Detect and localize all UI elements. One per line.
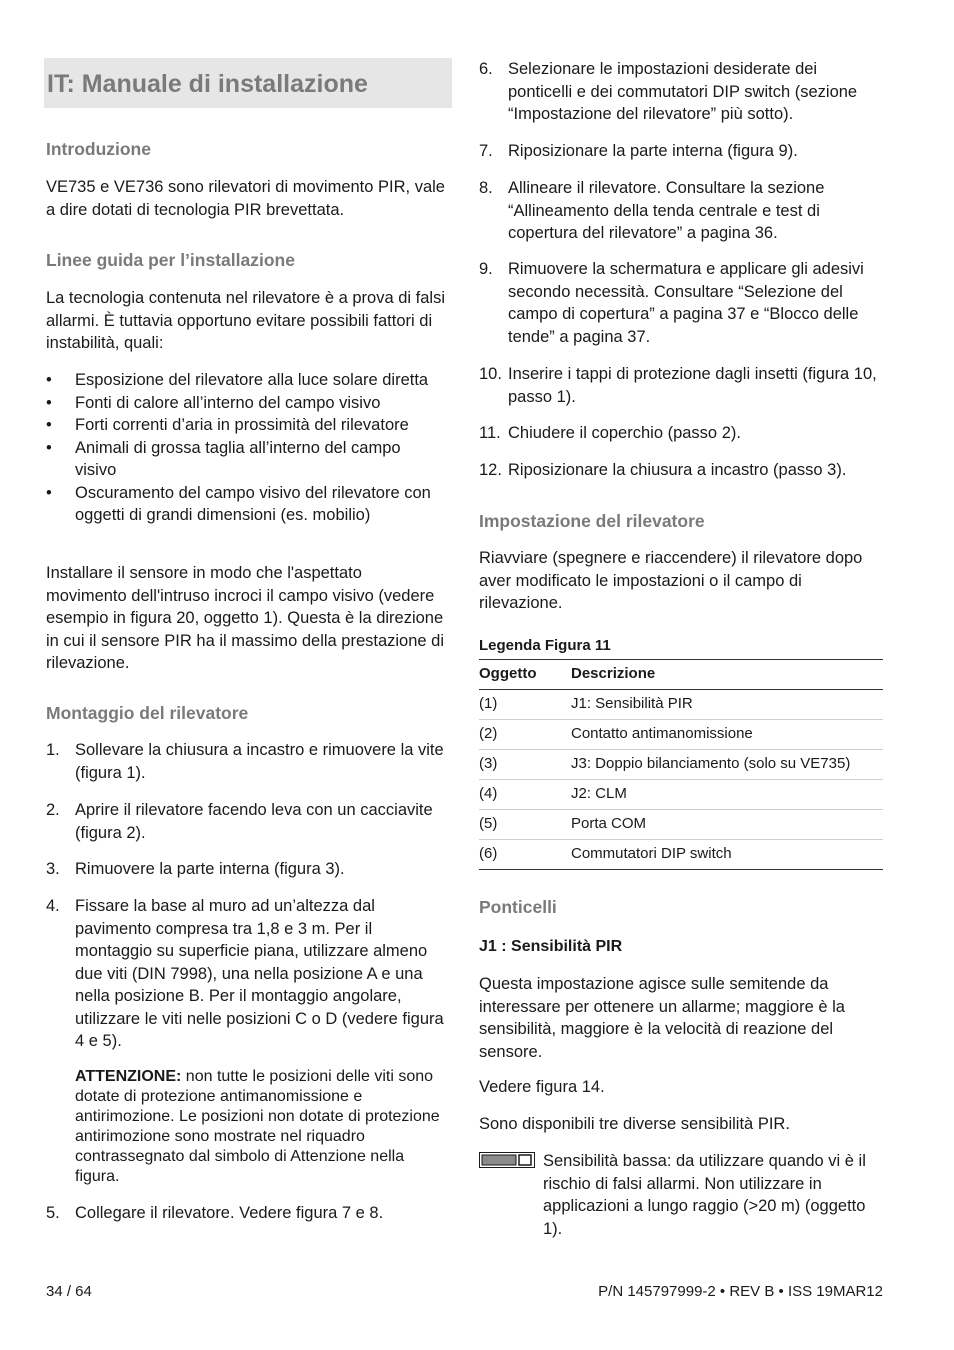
page-title: IT: Manuale di installazione — [47, 70, 368, 98]
warning-note: ATTENZIONE: non tutte le posizioni delle viti sono dotate di protezione antimanomissione e antirimozione. Le posizioni non dotate di protezione antirimozione sono mostrate nel riquadro contrassegnato dal simbolo di Attenzione nella figura. — [75, 1068, 440, 1185]
warning-label: ATTENZIONE: — [75, 1068, 182, 1085]
three-sensitivities-text: Sono disponibili tre diverse sensibilità PIR. — [479, 1115, 790, 1133]
step-12: 12. Riposizionare la chiusura a incastro (passo 3). — [479, 461, 847, 479]
table-row: (2) Contatto antimanomissione — [479, 720, 883, 750]
jumpers-heading: Ponticelli — [479, 897, 557, 917]
title-banner — [44, 58, 452, 108]
legend-title: Legenda Figura 11 — [479, 637, 611, 654]
intro-text: VE735 e VE736 sono rilevatori di movimento PIR, vale a dire dotati di tecnologia PIR brevettata. — [46, 178, 445, 219]
setup-heading: Impostazione del rilevatore — [479, 511, 705, 531]
table-row: (3) J3: Doppio bilanciamento (solo su VE735) — [479, 750, 883, 780]
table-row: (1) J1: Sensibilità PIR — [479, 690, 883, 720]
guidelines-text: La tecnologia contenuta nel rilevatore è a prova di falsi allarmi. È tuttavia opportuno evitare possibili fattori di instabilità, quali: — [46, 289, 446, 352]
step-10: 10. Inserire i tappi di protezione dagli insetti (figura 10, passo 1). — [479, 365, 877, 406]
intro-heading: Introduzione — [46, 139, 151, 159]
bullet-icon: • — [46, 371, 52, 389]
step-9: 9. Rimuovere la schermatura e applicare gli adesivi secondo necessità. Consultare “Selezione del campo di copertura” a pagina 37 e “Blocco delle tende” a pagina 37. — [479, 260, 864, 346]
list-item: • Oscuramento del campo visivo del rilevatore con oggetti di grandi dimensioni (es. mobilio) — [46, 483, 431, 524]
table-row: (5) Porta COM — [479, 810, 883, 840]
step-3: 3. Rimuovere la parte interna (figura 3). — [46, 860, 345, 878]
bullet-icon: • — [46, 483, 52, 502]
bullet-icon: • — [46, 416, 52, 434]
table-row: (6) Commutatori DIP switch — [479, 840, 883, 870]
instability-list — [46, 369, 446, 527]
bullet-icon: • — [46, 438, 52, 457]
step-6: 6. Selezionare le impostazioni desiderate dei ponticelli e dei commutatori DIP switch (sezione “Impostazione del rilevatore” più sotto). — [479, 60, 858, 123]
jumper-switch-icon — [479, 1152, 535, 1168]
low-sensitivity-text: Sensibilità bassa: da utilizzare quando vi è il rischio di falsi allarmi. Non utilizzare in applicazioni a lungo raggio (>20 m) (oggetto 1). — [543, 1152, 866, 1238]
step-5: 5. Collegare il rilevatore. Vedere figura 7 e 8. — [46, 1204, 384, 1222]
step-11: 11. Chiudere il coperchio (passo 2). — [479, 424, 741, 442]
install-text: Installare il sensore in modo che l'aspettato movimento dell'intruso incroci il campo visivo (vedere esempio in figura 20, oggetto 1). Questa è la direzione in cui il sensore PIR ha il massimo della prestazione di rilevazione. — [46, 564, 445, 672]
guidelines-heading: Linee guida per l’installazione — [46, 250, 295, 270]
step-1: 1. Sollevare la chiusura a incastro e rimuovere la vite (figura 1). — [46, 741, 444, 782]
step-2: 2. Aprire il rilevatore facendo leva con un cacciavite (figura 2). — [46, 801, 433, 842]
j1-heading: J1 : Sensibilità PIR — [479, 938, 623, 955]
list-item: • Esposizione del rilevatore alla luce solare diretta — [46, 369, 446, 392]
see-figure-text: Vedere figura 14. — [479, 1078, 605, 1096]
table-header-row — [479, 660, 883, 690]
setup-text: Riavviare (spegnere e riaccendere) il rilevatore dopo aver modificato le impostazioni o il campo di rilevazione. — [479, 549, 863, 612]
mount-heading: Montaggio del rilevatore — [46, 703, 249, 723]
legend-table — [479, 659, 883, 870]
list-item: • Fonti di calore all’interno del campo visivo — [46, 392, 446, 415]
bullet-icon: • — [46, 393, 52, 412]
page-number: 34 / 64 — [46, 1283, 92, 1300]
column-header-item: Oggetto — [479, 660, 571, 690]
column-header-description: Descrizione — [571, 660, 883, 690]
table-row: (4) J2: CLM — [479, 780, 883, 810]
step-4: 4. Fissare la base al muro ad un’altezza dal pavimento compresa tra 1,8 e 3 m. Per il montaggio su superficie piana, utilizzare almeno due viti (DIN 7998), una nella posizione A e una nella posizione B. Per il montaggio angolare, utilizzare le viti nelle posizioni C o D (vedere figura 4 e 5). — [46, 897, 444, 1050]
list-item: • Forti correnti d’aria in prossimità del rilevatore — [46, 414, 446, 437]
step-8: 8. Allineare il rilevatore. Consultare la sezione “Allineamento della tenda centrale e test di copertura del rilevatore” a pagina 36. — [479, 179, 825, 242]
document-reference: P/N 145797999-2 • REV B • ISS 19MAR12 — [598, 1283, 883, 1300]
j1-text: Questa impostazione agisce sulle semitende da interessare per ottenere un allarme; maggiore è la sensibilità, maggiore è la velocità di reazione del sensore. — [479, 975, 845, 1061]
step-7: 7. Riposizionare la parte interna (figura 9). — [479, 142, 798, 160]
list-item: • Animali di grossa taglia all’interno del campo visivo — [46, 438, 401, 479]
